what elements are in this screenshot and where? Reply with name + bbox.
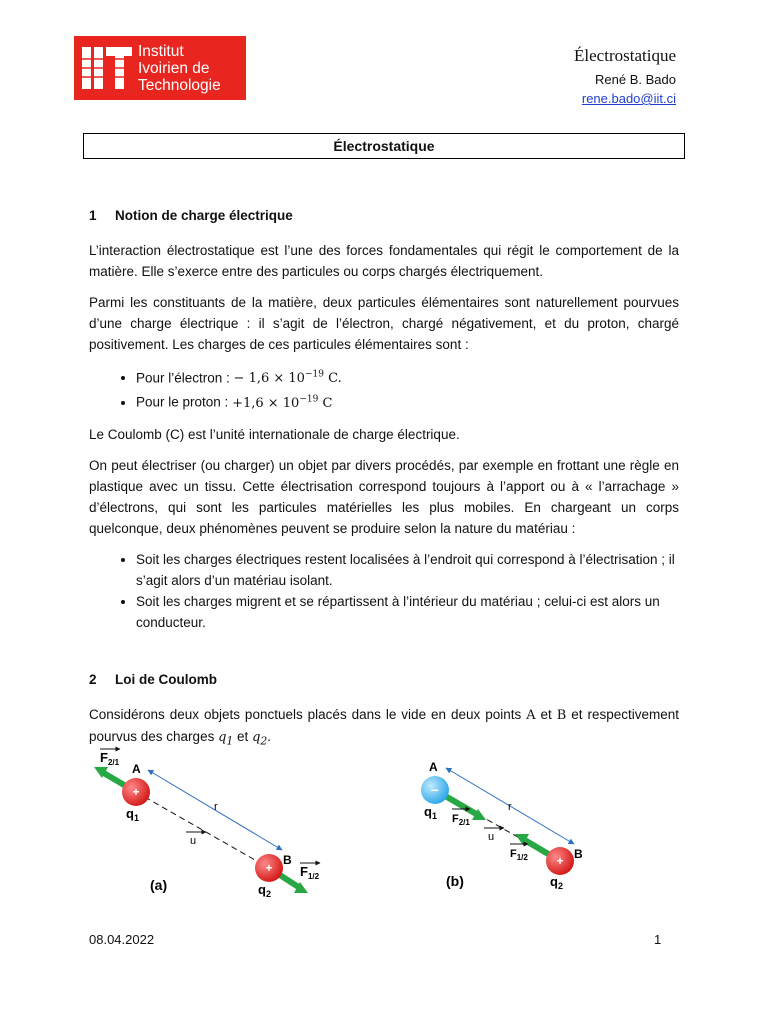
sign-q2-b: + — [556, 854, 564, 868]
label-f12-b: $F_{1/2}$ — [510, 848, 528, 862]
electron-charge — [234, 371, 342, 386]
header-author: René B. Bado — [595, 72, 676, 87]
list-item-isolant: • Soit les charges électriques restent localisées à l’endroit qui correspond à l’électrisation ; il s’agit alors d’un matériau isolant. — [136, 549, 679, 591]
logo-line-2: Ivoirien de — [138, 59, 210, 77]
section-2-title: Loi de Coulomb — [115, 671, 217, 687]
logo-line-1: Institut — [138, 42, 184, 60]
label-b-b: B — [574, 847, 583, 861]
figure-a — [94, 749, 320, 899]
list-item-electron — [136, 365, 679, 389]
charge-q2-symbol: q — [252, 729, 261, 745]
label-f12-a: $F_{1/2}$ — [300, 864, 320, 881]
s2-text-4: et — [233, 728, 253, 744]
point-b: B — [556, 707, 567, 723]
label-u-b: u — [488, 831, 495, 843]
proton-charge-value: +1,6 × 10 — [232, 395, 300, 411]
charge-list — [89, 365, 679, 414]
label-a-b: A — [429, 760, 438, 774]
caption-b: (b) — [446, 873, 464, 889]
point-a: A — [526, 707, 536, 723]
iit-logo — [74, 36, 246, 100]
electron-label: Pour l’électron : — [136, 370, 234, 386]
label-q2-a: $q_2$ — [258, 882, 271, 899]
footer-page-number: 1 — [654, 932, 662, 947]
list-item-proton — [136, 389, 679, 413]
charge-q1-index: 1 — [226, 734, 234, 748]
label-u-a: u — [190, 835, 197, 847]
proton-charge-exponent: −19 — [299, 394, 319, 405]
s2-text-2: et — [535, 706, 557, 722]
section-2-heading — [89, 669, 679, 690]
charge-q2-index: 2 — [260, 734, 268, 748]
s2-text-1: Considérons deux objets ponctuels placés dans le vide en deux points — [89, 706, 527, 722]
section-1-paragraph-3: Le Coulomb (C) est l’unité internationale de charge électrique. — [89, 426, 460, 442]
list-item-conducteur: • Soit les charges migrent et se répartissent à l’intérieur du matériau ; celui-ci est alors un conducteur. — [136, 591, 679, 633]
iit-logo-mark-icon — [80, 43, 134, 93]
label-f21-a: $F_{2/1}$ — [100, 750, 120, 767]
s2-text-5: . — [267, 728, 272, 744]
sign-q1-a: + — [132, 785, 140, 799]
section-1-paragraph-4: On peut électriser (ou charger) un objet par divers procédés, par exemple en frottant une règle en plastique avec un tissu. Cette électrisation correspond toujours à l’apport ou à « l’arrachage » d’électrons, qui sont les particules matérielles les plus mobiles. En chargeant un corps quelconque, deux phénomènes peuvent se produire selon la nature du matériau : — [89, 457, 679, 536]
header-email-link[interactable]: rene.bado@iit.ci — [581, 91, 676, 106]
coulomb-figure — [86, 740, 686, 900]
label-a-a: A — [132, 762, 141, 776]
charge-q1-symbol: q — [218, 729, 227, 745]
section-1-number: 1 — [89, 208, 97, 223]
electron-charge-value: − 1,6 × 10 — [233, 371, 305, 387]
page-title: Électrostatique — [83, 133, 685, 159]
figure-b — [421, 760, 583, 891]
header-info — [574, 46, 676, 106]
footer-date: 08.04.2022 — [89, 932, 155, 947]
label-b-a: B — [283, 853, 292, 867]
label-q2-b: $q_2$ — [550, 874, 563, 891]
logo-text — [138, 43, 221, 94]
electron-charge-unit: C. — [323, 371, 342, 387]
section-1-paragraph-2: Parmi les constituants de la matière, deux particules élémentaires sont naturellement pourvues d’une charge électrique : il s’agit de l’électron, chargé négativement, et du proton, chargé positivement. Les charges de ces particules élémentaires sont : — [89, 295, 679, 352]
section-2-number: 2 — [89, 671, 97, 687]
section-1-title: Notion de charge électrique — [115, 208, 293, 223]
label-q1-b: $q_1$ — [424, 804, 437, 821]
material-list — [89, 549, 679, 633]
label-f21-b: $F_{2/1}$ — [452, 813, 470, 827]
proton-charge — [232, 396, 332, 411]
electron-charge-exponent: −19 — [304, 370, 324, 380]
section-1-paragraph-1: L’interaction électrostatique est l’une des forces fondamentales qui régit le comportement de la matière. Elle s’exerce entre des particules ou corps chargés électriquement. — [89, 243, 679, 279]
label-r-b: r — [508, 801, 512, 813]
caption-a: (a) — [150, 877, 168, 893]
document-body — [89, 205, 679, 761]
logo-line-3: Technologie — [138, 76, 221, 94]
header-doc-title: Électrostatique — [574, 46, 676, 65]
section-1-heading — [89, 205, 679, 226]
sign-q1-b: − — [430, 782, 440, 798]
proton-charge-unit: C — [318, 395, 333, 411]
label-r-a: r — [214, 801, 218, 813]
s2-text-3: et respectivement pourvus des charges — [89, 706, 679, 744]
sign-q2-a: + — [265, 861, 273, 875]
proton-label: Pour le proton : — [136, 394, 233, 410]
label-q1-a: $q_1$ — [126, 806, 139, 823]
